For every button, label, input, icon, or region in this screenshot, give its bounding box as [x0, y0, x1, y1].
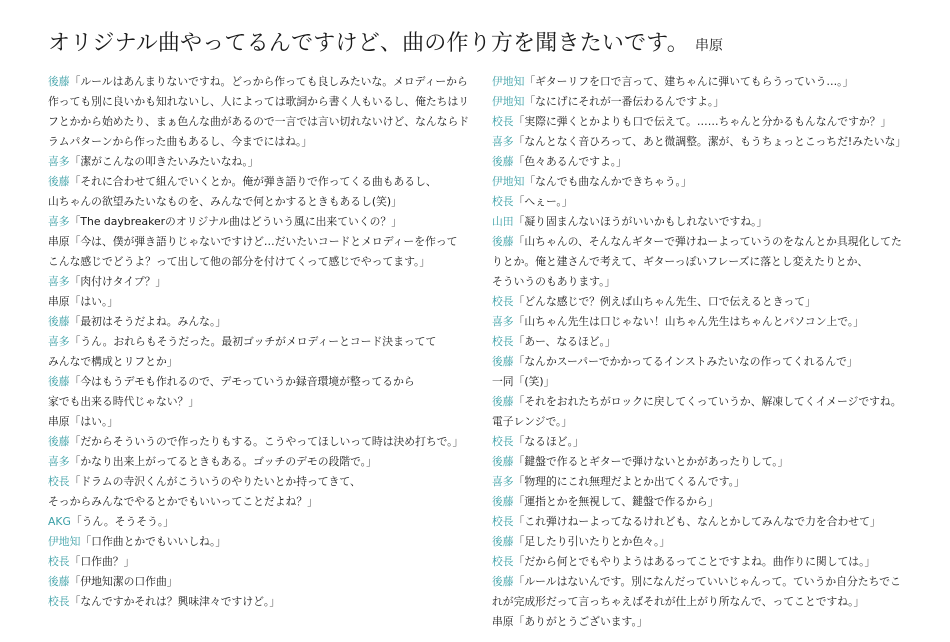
speaker-name: 伊地知 [492, 175, 525, 188]
speech-text: 「伊地知潔の口作曲」 [69, 575, 178, 588]
transcript-line [48, 332, 484, 352]
speech-text: 「ありがとうございます。」 [513, 615, 648, 628]
speech-text: フとかから始めたり、まぁ色んな曲があるので一言では言い切れないけど、なんならド [48, 115, 470, 128]
speech-text: ラムパターンから作った曲もあるし、今までにはね。」 [48, 135, 313, 148]
speech-text: 「最初はそうだよね。みんな。」 [69, 315, 227, 328]
speech-text: 「なんかスーパーでかかってるインストみたいなの作ってくれるんで」 [513, 355, 858, 368]
speaker-name: 校長 [492, 555, 514, 568]
speech-text: 「なんでも曲なんかできちゃう。」 [524, 175, 692, 188]
speech-text: 「肉付けタイプ？」 [69, 275, 167, 288]
speaker-name: 山田 [492, 215, 514, 228]
transcript-line [48, 532, 484, 552]
speech-text: 「だから何とでもやりようはあるってことですよね。曲作りに関しては。」 [513, 555, 876, 568]
transcript-column-right [492, 72, 922, 632]
speech-text: 「うん。そうそう。」 [70, 515, 175, 528]
speech-text: 「なるほど。」 [513, 435, 584, 448]
speaker-name: 校長 [492, 195, 514, 208]
speech-text: 「ギターリフを口で言って、建ちゃんに弾いてもらうっていう…。」 [524, 75, 854, 88]
speaker-name: 喜多 [48, 155, 70, 168]
speech-text: 「(笑)」 [513, 375, 555, 388]
speaker-name: 校長 [492, 335, 514, 348]
speech-text: 「うん。おれらもそうだった。最初ゴッチがメロディーとコード決まってて [69, 335, 437, 348]
speaker-name: 校長 [492, 435, 514, 448]
transcript-line [492, 532, 922, 552]
speaker-name: 後藤 [492, 455, 514, 468]
speech-text: 「実際に弾くとかよりも口で伝えて。……ちゃんと分かるもんなんですか？」 [513, 115, 892, 128]
speech-text: 「口作曲？」 [69, 555, 135, 568]
speaker-name: 後藤 [48, 435, 70, 448]
speaker-name: 後藤 [48, 75, 70, 88]
transcript-line [48, 312, 484, 332]
speaker-name: 伊地知 [48, 535, 81, 548]
speaker-name: 後藤 [48, 575, 70, 588]
transcript-line [492, 312, 922, 332]
transcript-line [48, 592, 484, 612]
transcript-line [48, 572, 484, 592]
transcript-line [48, 432, 484, 452]
transcript-line [492, 452, 922, 472]
speaker-name: 串原 [48, 415, 70, 428]
transcript-line [48, 472, 484, 492]
transcript-line [48, 372, 484, 392]
speech-text: 「はい。」 [69, 415, 119, 428]
speaker-name: 校長 [492, 295, 514, 308]
speech-text: 「かなり出来上がってるときもある。ゴッチのデモの段階で。」 [69, 455, 377, 468]
transcript-line [492, 72, 922, 92]
speech-text: そっからみんなでやるとかでもいいってことだよね？」 [48, 495, 318, 508]
speech-text: 「今は、僕が弾き語りじゃないですけど…だいたいコードとメロディーを作って [69, 235, 458, 248]
transcript-line [492, 472, 922, 492]
speech-text: 「はい。」 [69, 295, 119, 308]
speaker-name: 串原 [48, 235, 70, 248]
speaker-name: 後藤 [492, 355, 514, 368]
transcript-line [48, 212, 484, 232]
transcript-line [492, 592, 922, 612]
transcript-line [48, 452, 484, 472]
speaker-name: 後藤 [492, 535, 514, 548]
speaker-name: 喜多 [492, 135, 514, 148]
transcript-column-left [48, 72, 484, 612]
speech-text: 「なんとなく音ひろって、あと微調整。潔が、もうちょっとこっちだ!みたいな」 [513, 135, 907, 148]
speaker-name: 後藤 [48, 175, 70, 188]
transcript-line [492, 112, 922, 132]
speech-text: 「だからそういうので作ったりもする。こうやってほしいって時は決め打ちで。」 [69, 435, 464, 448]
transcript-line [48, 152, 484, 172]
transcript-line [492, 252, 922, 272]
speech-text: 「ルールはないんです。別になんだっていいじゃんって。ていうか自分たちでこ [513, 575, 901, 588]
transcript-line [492, 572, 922, 592]
speaker-name: 喜多 [492, 475, 514, 488]
speaker-name: 喜多 [48, 215, 70, 228]
transcript-line [48, 292, 484, 312]
speaker-name: 串原 [48, 295, 70, 308]
speaker-name: 校長 [48, 475, 70, 488]
transcript-line [492, 332, 922, 352]
speaker-name: 後藤 [492, 155, 514, 168]
transcript-line [492, 372, 922, 392]
speaker-name: 校長 [492, 115, 514, 128]
speaker-name: 後藤 [492, 575, 514, 588]
speech-text: れが完成形だって言っちゃえばそれが仕上がり所なんで、ってことですね。」 [492, 595, 865, 608]
transcript-line [492, 612, 922, 632]
speech-text: 「なにげにそれが一番伝わるんですよ。」 [524, 95, 725, 108]
transcript-line [492, 172, 922, 192]
transcript-line [48, 392, 484, 412]
speech-text: みんなで構成とリフとか」 [48, 355, 178, 368]
speech-text: 「それに合わせて組んでいくとか。俺が弾き語りで作ってくる曲もあるし、 [69, 175, 437, 188]
transcript-line [492, 432, 922, 452]
transcript-line [48, 92, 484, 112]
speaker-name: 伊地知 [492, 95, 525, 108]
speech-text: 「潔がこんなの叩きたいみたいなね。」 [69, 155, 259, 168]
speaker-name: 一同 [492, 375, 514, 388]
speaker-name: 喜多 [48, 455, 70, 468]
transcript-line [48, 352, 484, 372]
speech-text: 「へぇー。」 [513, 195, 573, 208]
speech-text: 「ドラムの寺沢くんがこういうのやりたいとか持ってきて、 [69, 475, 361, 488]
speaker-name: 後藤 [492, 235, 514, 248]
speech-text: 「それをおれたちがロックに戻してくっていうか、解凍してくイメージですね。 [513, 395, 902, 408]
speaker-name: 後藤 [48, 375, 70, 388]
page-title-author: 串原 [694, 38, 723, 54]
speaker-name: 後藤 [492, 495, 514, 508]
page-title [48, 26, 723, 57]
transcript-line [492, 492, 922, 512]
transcript-line [492, 292, 922, 312]
transcript-line [492, 552, 922, 572]
speaker-name: 後藤 [48, 315, 70, 328]
transcript-line [48, 172, 484, 192]
page-title-text: オリジナル曲やってるんですけど、曲の作り方を聞きたいです。 [48, 31, 689, 56]
speaker-name: AKG [48, 515, 71, 528]
speech-text: 「色々あるんですよ。」 [513, 155, 627, 168]
transcript-line [492, 232, 922, 252]
transcript-line [48, 492, 484, 512]
speech-text: 「物理的にこれ無理だよとか出てくるんです。」 [513, 475, 745, 488]
speech-text: 「鍵盤で作るとギターで弾けないとかがあったりして。」 [513, 455, 789, 468]
transcript-line [48, 552, 484, 572]
speaker-name: 串原 [492, 615, 514, 628]
transcript-line [48, 412, 484, 432]
transcript-line [492, 272, 922, 292]
speaker-name: 伊地知 [492, 75, 525, 88]
speech-text: 「ルールはあんまりないですね。どっから作っても良しみたいな。メロディーから [69, 75, 468, 88]
speech-text: りとか。俺と建さんで考えて、ギターっぽいフレーズに落とし変えたりとか、 [492, 255, 869, 268]
transcript-line [492, 352, 922, 372]
speech-text: 電子レンジで。」 [492, 415, 573, 428]
transcript-line [492, 92, 922, 112]
speech-text: 「なんですかそれは？興味津々ですけど。」 [69, 595, 281, 608]
speaker-name: 校長 [48, 555, 70, 568]
transcript-line [492, 152, 922, 172]
transcript-line [492, 132, 922, 152]
speech-text: 「山ちゃん先生は口じゃない！山ちゃん先生はちゃんとパソコン上で。」 [513, 315, 865, 328]
speech-text: 「口作曲とかでもいいしね。」 [80, 535, 227, 548]
speech-text: 作っても別に良いかも知れないし、人によっては歌詞から書く人もいるし、俺たちはリ [48, 95, 470, 108]
speaker-name: 喜多 [48, 275, 70, 288]
transcript-line [48, 512, 484, 532]
speech-text: こんな感じでどうよ？って出して他の部分を付けてくって感じでやってます。」 [48, 255, 431, 268]
speech-text: 「足したり引いたりとか色々。」 [513, 535, 671, 548]
transcript-line [48, 232, 484, 252]
speaker-name: 喜多 [492, 315, 514, 328]
transcript-line [48, 72, 484, 92]
transcript-line [48, 272, 484, 292]
speech-text: 「これ弾けねーよってなるけれども、なんとかしてみんなで力を合わせて」 [513, 515, 881, 528]
speech-text: 「山ちゃんの、そんなんギターで弾けねーよっていうのをなんとか具現化してた [513, 235, 902, 248]
transcript-line [492, 192, 922, 212]
speech-text: そういうのもあります。」 [492, 275, 616, 288]
transcript-line [48, 252, 484, 272]
transcript-line [48, 132, 484, 152]
transcript-line [48, 192, 484, 212]
speech-text: 家でも出来る時代じゃない？」 [48, 395, 200, 408]
transcript-line [492, 412, 922, 432]
speech-text: 「今はもうデモも作れるので、デモっていうか録音環境が整ってるから [69, 375, 415, 388]
transcript-line [48, 112, 484, 132]
speaker-name: 校長 [48, 595, 70, 608]
transcript-line [492, 392, 922, 412]
transcript-line [492, 212, 922, 232]
speech-text: 「運指とかを無視して、鍵盤で作るから」 [513, 495, 719, 508]
transcript-line [492, 512, 922, 532]
speaker-name: 後藤 [492, 395, 514, 408]
speech-text: 「どんな感じで？例えば山ちゃん先生、口で伝えるときって」 [513, 295, 816, 308]
speaker-name: 喜多 [48, 335, 70, 348]
speech-text: 「The daybreakerのオリジナル曲はどういう風に出来ていくの？」 [69, 215, 403, 228]
speaker-name: 校長 [492, 515, 514, 528]
speech-text: 山ちゃんの欲望みたいなものを、みんなで何とかするときもあるし(笑)」 [48, 195, 402, 208]
speech-text: 「あー、なるほど。」 [513, 335, 616, 348]
speech-text: 「凝り固まんないほうがいいかもしれないですね。」 [513, 215, 768, 228]
